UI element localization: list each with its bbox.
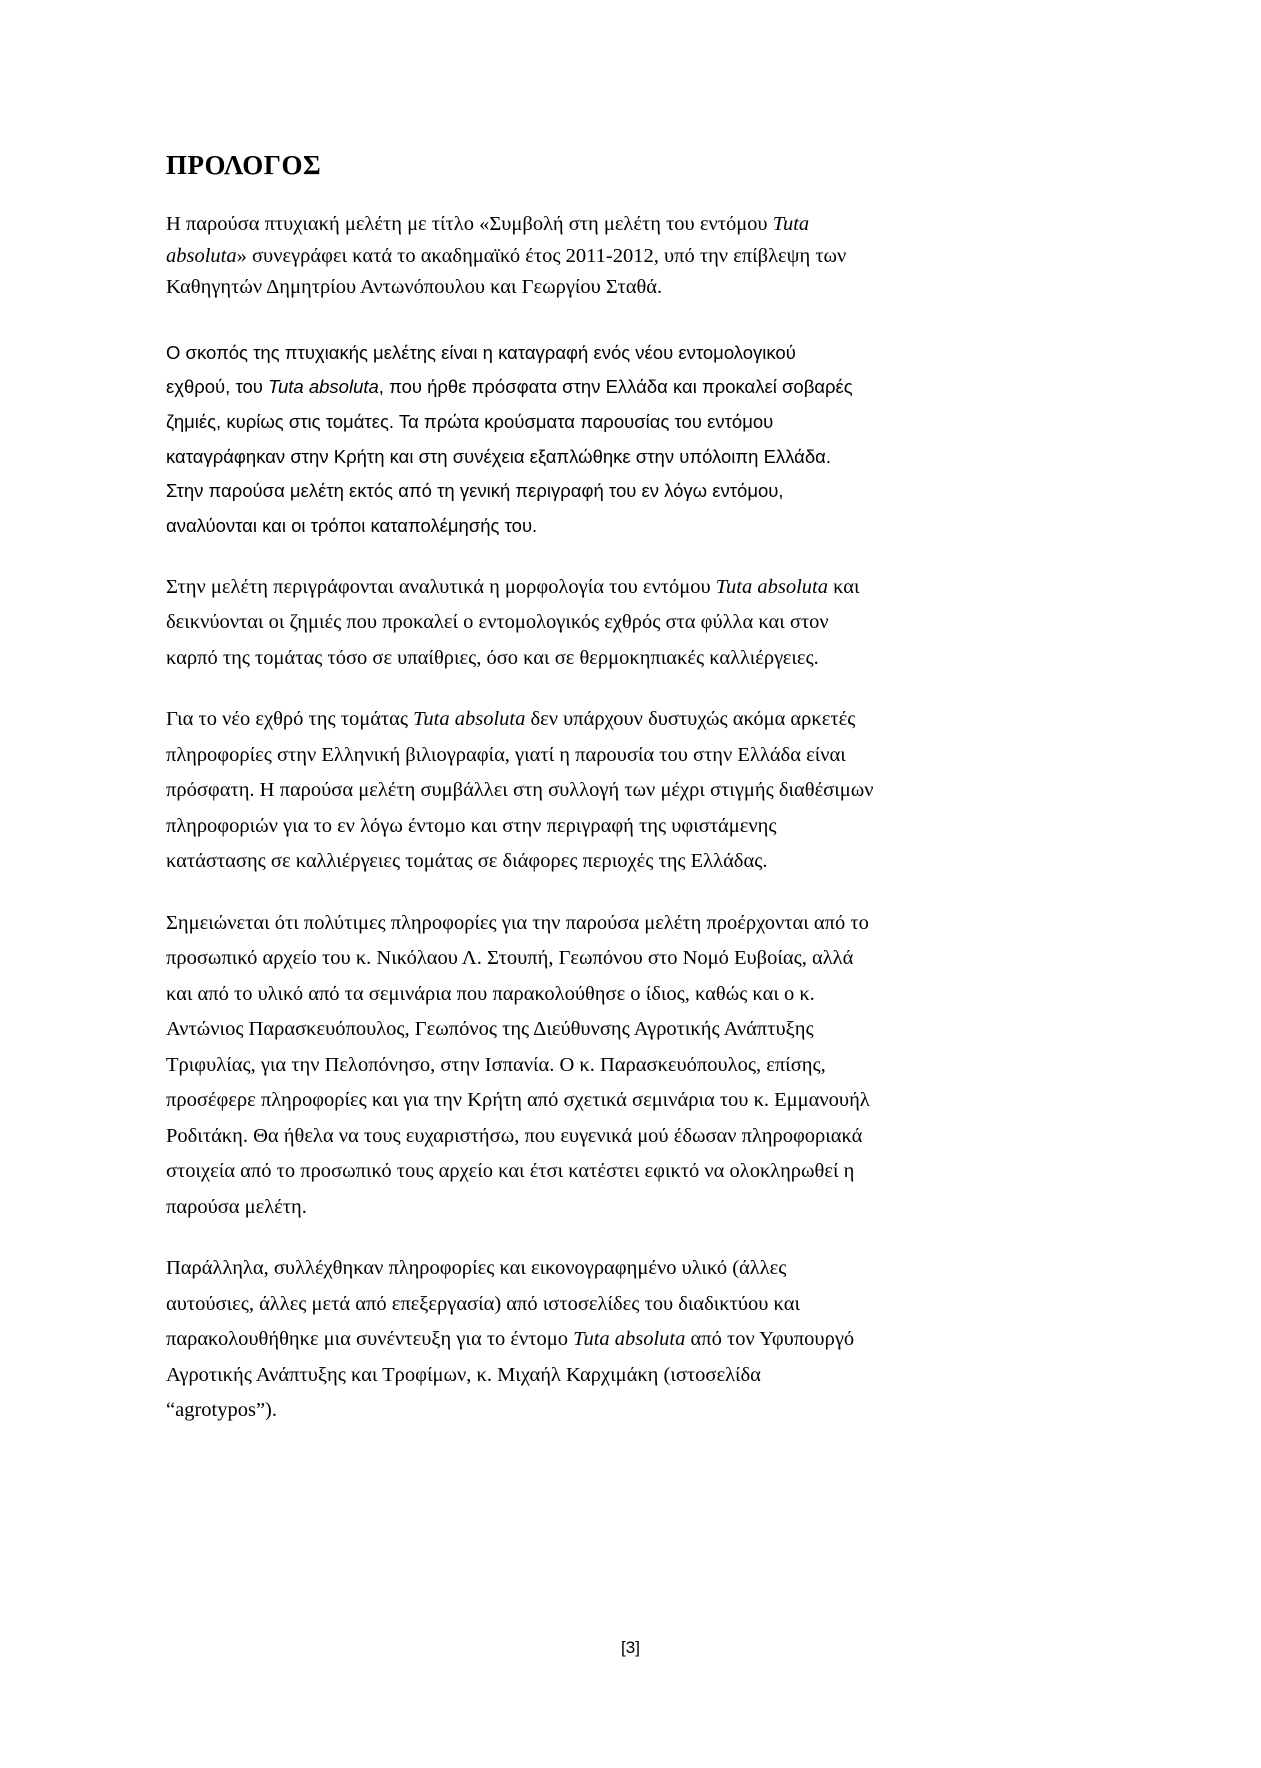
text-segment: δεν υπάρχουν δυστυχώς ακόμα αρκετές <box>525 708 856 731</box>
text-line <box>166 209 1066 241</box>
text-segment: καταγράφηκαν στην Κρήτη και στη συνέχεια εξαπλώθηκε στην υπόλοιπη Ελλάδα. <box>166 445 831 467</box>
text-line <box>166 241 1066 273</box>
text-line <box>166 977 1066 1013</box>
page-number: [3] <box>621 1638 640 1657</box>
text-line <box>166 440 1066 475</box>
text-segment: και <box>827 575 860 598</box>
text-line <box>166 370 1066 405</box>
text-segment: στοιχεία από το προσωπικό τους αρχείο και έτσι κατέστει εφικτό να ολοκληρωθεί η <box>166 1160 855 1183</box>
text-line <box>166 1048 1066 1084</box>
text-segment: παρούσα μελέτη. <box>166 1195 307 1218</box>
text-line <box>166 605 1066 641</box>
text-line <box>166 702 1066 738</box>
text-line <box>166 474 1066 509</box>
paragraph <box>166 702 1066 880</box>
paragraph <box>166 209 1066 304</box>
text-line <box>166 941 1066 977</box>
italic-species-name: Tuta <box>772 213 810 235</box>
text-segment: Παράλληλα, συλλέχθηκαν πληροφορίες και εικονογραφημένο υλικό (άλλες <box>166 1257 787 1280</box>
text-segment: Ο σκοπός της πτυχιακής μελέτης είναι η καταγραφή ενός νέου εντομολογικού <box>166 341 796 363</box>
text-line <box>166 773 1066 809</box>
text-segment: πρόσφατη. Η παρούσα μελέτη συμβάλλει στη συλλογή των μέχρι στιγμής διαθέσιμων <box>166 779 874 802</box>
text-line <box>166 1322 1066 1358</box>
paragraph <box>166 570 1066 677</box>
text-line <box>166 272 1066 304</box>
text-segment: προσέφερε πληροφορίες και για την Κρήτη από σχετικά σεμινάρια του κ. Εμμανουήλ <box>166 1089 870 1112</box>
text-line <box>166 1358 1066 1394</box>
text-line <box>166 738 1066 774</box>
text-segment: Ροδιτάκη. Θα ήθελα να τους ευχαριστήσω, που ευγενικά μού έδωσαν πληροφοριακά <box>166 1124 863 1147</box>
text-line <box>166 405 1066 440</box>
text-segment: Τριφυλίας, για την Πελοπόνησο, στην Ισπανία. Ο κ. Παρασκευόπουλος, επίσης, <box>166 1053 826 1076</box>
italic-species-name: Tuta absoluta <box>413 708 526 731</box>
text-line <box>166 509 1066 544</box>
text-segment: Αγροτικής Ανάπτυξης και Τροφίμων, κ. Μιχαήλ Καρχιμάκη (ιστοσελίδα <box>166 1363 761 1386</box>
text-segment: πληροφορίες στην Ελληνική βιλιογραφία, γιατί η παρουσία του στην Ελλάδα είναι <box>166 743 846 766</box>
text-segment: αναλύονται και οι τρόποι καταπολέμησής του. <box>166 515 538 537</box>
text-segment: από τον Υφυπουργό <box>685 1328 855 1351</box>
italic-species-name: Tuta absoluta <box>268 376 379 398</box>
italic-species-name: absoluta <box>166 244 237 267</box>
text-segment: Στην μελέτη περιγράφονται αναλυτικά η μορφολογία του εντόμου <box>166 575 716 598</box>
text-line <box>166 1251 1066 1287</box>
paragraph <box>166 906 1066 1226</box>
text-segment: εχθρού, του <box>166 376 269 398</box>
italic-species-name: Tuta absoluta <box>573 1328 686 1351</box>
document-page <box>166 150 1066 1455</box>
text-line <box>166 1119 1066 1155</box>
text-line <box>166 1083 1066 1119</box>
text-segment: δεικνύονται οι ζημιές που προκαλεί ο εντομολογικός εχθρός στα φύλλα και στον <box>166 611 829 634</box>
text-segment: κατάστασης σε καλλιέργειες τομάτας σε διάφορες περιοχές της Ελλάδας. <box>166 850 768 873</box>
text-segment: καρπό της τομάτας τόσο σε υπαίθριες, όσο και σε θερμοκηπιακές καλλιέργειες. <box>166 646 819 669</box>
text-segment: πληροφοριών για το εν λόγω έντομο και στην περιγραφή της υφιστάμενης <box>166 814 777 837</box>
text-line <box>166 1287 1066 1323</box>
text-line <box>166 809 1066 845</box>
text-segment: , που ήρθε πρόσφατα στην Ελλάδα και προκαλεί σοβαρές <box>378 376 853 398</box>
text-line <box>166 1393 1066 1429</box>
paragraph <box>166 1251 1066 1429</box>
paragraph <box>166 336 1066 544</box>
text-segment: Αντώνιος Παρασκευόπουλος, Γεωπόνος της Διεύθυνσης Αγροτικής Ανάπτυξης <box>166 1018 814 1041</box>
paragraph-list <box>166 209 1066 1429</box>
text-segment: Σημειώνεται ότι πολύτιμες πληροφορίες για την παρούσα μελέτη προέρχονται από το <box>166 911 869 934</box>
page-heading: ΠΡΟΛΟΓΟΣ <box>166 150 322 180</box>
text-line <box>166 844 1066 880</box>
text-line <box>166 570 1066 606</box>
text-segment: Η παρούσα πτυχιακή μελέτη με τίτλο «Συμβολή στη μελέτη του εντόμου <box>166 213 773 235</box>
text-line <box>166 336 1066 371</box>
text-segment: προσωπικό αρχείο του κ. Νικόλαου Λ. Στουπή, Γεωπόνου στο Νομό Ευβοίας, αλλά <box>166 947 854 970</box>
text-segment: “agrotypos”). <box>166 1399 277 1422</box>
text-line <box>166 1012 1066 1048</box>
text-line <box>166 906 1066 942</box>
text-segment: » συνεγράφει κατά το ακαδημαϊκό έτος 2011-2012, υπό την επίβλεψη των <box>236 244 847 267</box>
text-segment: και από το υλικό από τα σεμινάρια που παρακολούθησε ο ίδιος, καθώς και ο κ. <box>166 982 815 1005</box>
text-line <box>166 1190 1066 1226</box>
text-segment: παρακολουθήθηκε μια συνέντευξη για το έντομο <box>166 1328 574 1351</box>
text-line <box>166 1154 1066 1190</box>
text-segment: Στην παρούσα μελέτη εκτός από τη γενική περιγραφή του εν λόγω εντόμου, <box>166 480 784 502</box>
text-segment: αυτούσιες, άλλες μετά από επεξεργασία) από ιστοσελίδες του διαδικτύου και <box>166 1292 800 1315</box>
text-segment: Για το νέο εχθρό της τομάτας <box>166 708 414 731</box>
text-segment: Καθηγητών Δημητρίου Αντωνόπουλου και Γεωργίου Σταθά. <box>166 276 663 298</box>
text-segment: ζημιές, κυρίως στις τομάτες. Τα πρώτα κρούσματα παρουσίας του εντόμου <box>166 410 774 432</box>
italic-species-name: Tuta absoluta <box>715 575 828 598</box>
text-line <box>166 641 1066 677</box>
